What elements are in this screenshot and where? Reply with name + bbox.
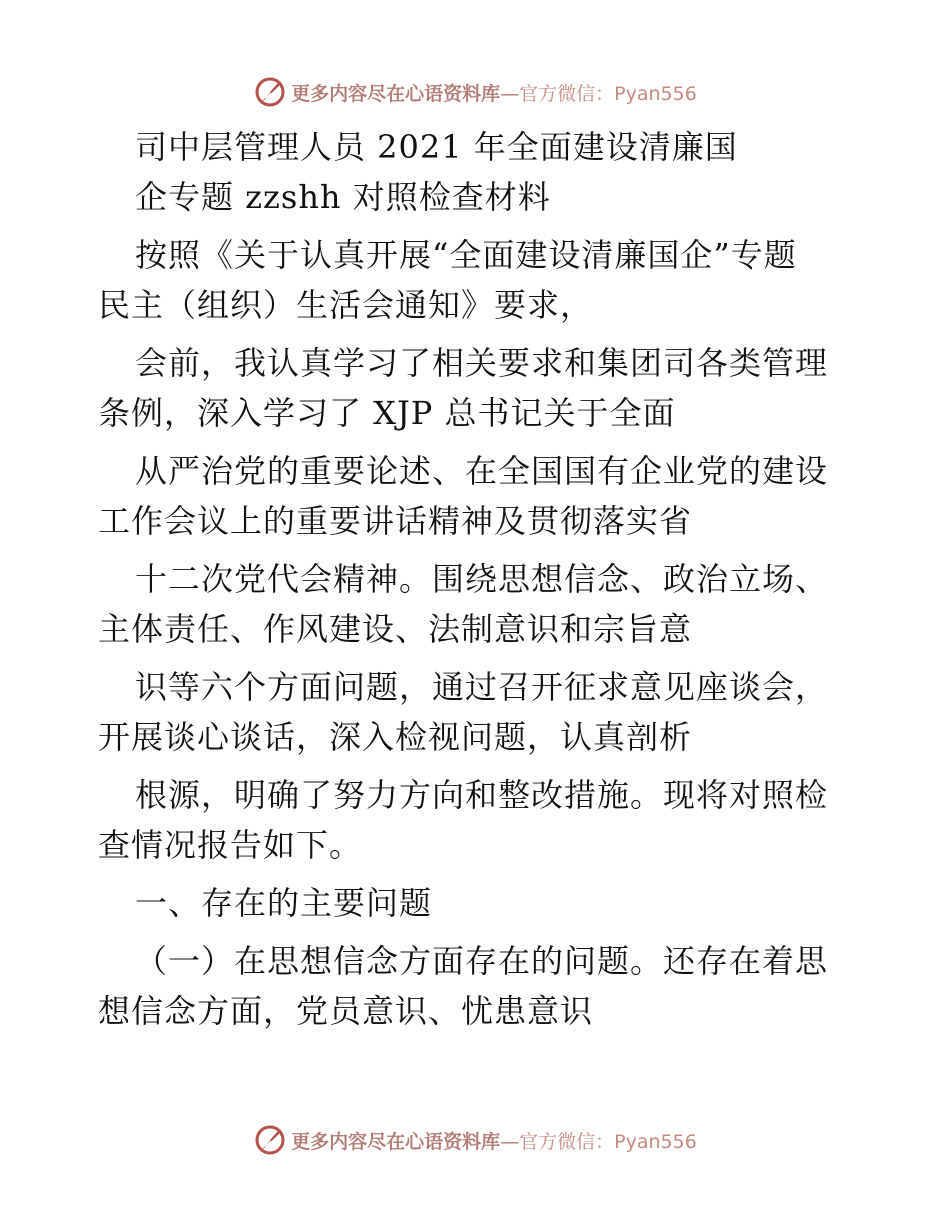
document-body: [98, 122, 858, 1036]
watermark-banner-top: [0, 72, 950, 112]
title-line-2: 企专题 zzshh 对照检查材料: [135, 178, 551, 216]
paragraph-line: 从严治党的重要论述、在全国国有企业党的建设: [135, 452, 829, 490]
watermark-contact: 官方微信：Pyan556: [519, 82, 697, 105]
title-line-1: 司中层管理人员 2021 年全面建设清廉国: [135, 128, 738, 166]
paragraph-line: 按照《关于认真开展“全面建设清廉国企”专题: [135, 236, 797, 274]
paragraph-line: （一）在思想信念方面存在的问题。还存在着思: [135, 942, 829, 980]
section-heading: 一、存在的主要问题: [135, 884, 433, 922]
paragraph-line: 民主（组织）生活会通知》要求，: [98, 286, 594, 324]
watermark-text: 更多内容尽在心语资料库: [291, 1130, 501, 1153]
watermark-contact: 官方微信：Pyan556: [519, 1130, 697, 1153]
paragraph-line: 工作会议上的重要讲话精神及贯彻落实省: [98, 502, 693, 540]
quill-logo-icon: [253, 1123, 287, 1157]
paragraph-line: 根源，明确了努力方向和整改措施。现将对照检: [135, 776, 829, 814]
watermark-banner-bottom: [0, 1120, 950, 1160]
paragraph-line: 十二次党代会精神。围绕思想信念、政治立场、: [135, 560, 829, 598]
watermark-separator: —: [500, 1130, 520, 1153]
paragraph-line: 查情况报告如下。: [98, 826, 363, 864]
paragraph-line: 主体责任、作风建设、法制意识和宗旨意: [98, 610, 693, 648]
watermark-text: 更多内容尽在心语资料库: [291, 82, 501, 105]
paragraph-line: 会前，我认真学习了相关要求和集团司各类管理: [135, 344, 829, 382]
paragraph-line: 条例，深入学习了 XJP 总书记关于全面: [98, 394, 676, 432]
paragraph-line: 想信念方面，党员意识、忧患意识: [98, 992, 594, 1030]
watermark-separator: —: [500, 82, 520, 105]
paragraph-line: 识等六个方面问题，通过召开征求意见座谈会，: [135, 668, 829, 706]
paragraph-line: 开展谈心谈话，深入检视问题，认真剖析: [98, 718, 693, 756]
quill-logo-icon: [253, 75, 287, 109]
